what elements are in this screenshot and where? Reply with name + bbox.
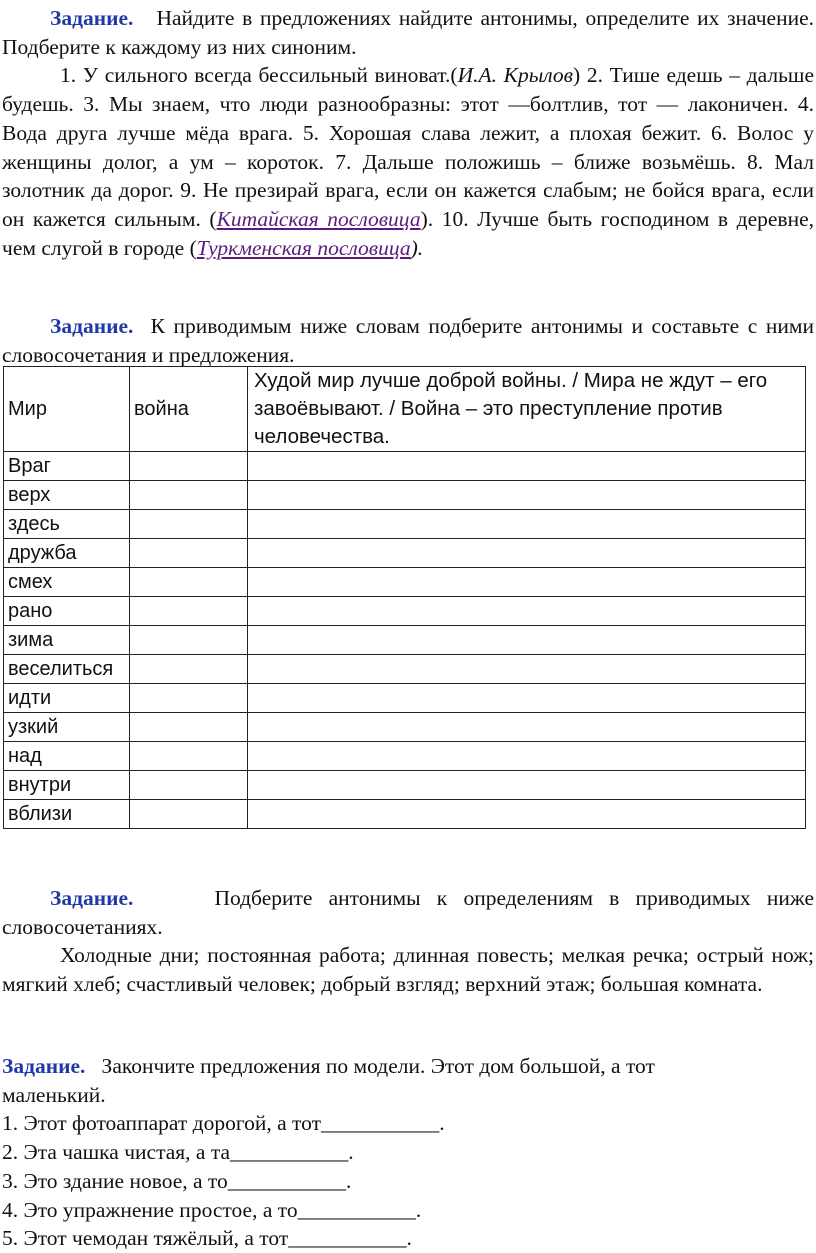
word-cell: дружба (4, 539, 130, 568)
antonym-cell[interactable] (130, 655, 248, 684)
task4-label: Задание. (2, 1054, 86, 1078)
task1-section (2, 4, 814, 262)
sentence-cell[interactable] (248, 684, 806, 713)
table-row (4, 771, 806, 800)
antonym-cell[interactable] (130, 481, 248, 510)
table-row (4, 800, 806, 829)
task2-section (2, 312, 814, 369)
task2-text: К приводимым ниже словам подберите антонимы и составьте с ними словосочетания и предложения. (2, 314, 815, 367)
word-cell: смех (4, 568, 130, 597)
antonym-cell[interactable] (130, 452, 248, 481)
sentence-cell[interactable] (248, 800, 806, 829)
sentence-cell[interactable] (248, 713, 806, 742)
antonym-cell[interactable] (130, 626, 248, 655)
antonym-table-wrap (3, 366, 806, 829)
word-cell: Враг (4, 452, 130, 481)
task4-section (2, 1052, 814, 1253)
word-cell: верх (4, 481, 130, 510)
task4-instruction (2, 1052, 747, 1109)
antonym-cell[interactable] (130, 597, 248, 626)
header-cell-word: Мир (4, 367, 130, 452)
sentence-cell[interactable] (248, 568, 806, 597)
word-cell: внутри (4, 771, 130, 800)
sentences-2-9: ) 2. Тише едешь – дальше будешь. 3. Мы знаем, что люди разнообразны: этот —болтлив, тот — лаконичен. 4. Вода друга лучше мёда врага. 5. Хорошая слава лежит, а плохая бежит. 6. Волос у женщины долог, а ум – короток. 7. Дальше положишь – ближе возьмёшь. 8. Мал золотник да дорог. 9. Не презирай врага, если он кажется слабым; не бойся врага, если он кажется сильным. ( (2, 63, 814, 231)
antonym-table (3, 366, 806, 829)
antonym-cell[interactable] (130, 568, 248, 597)
table-row (4, 539, 806, 568)
word-cell: здесь (4, 510, 130, 539)
task1-text: Найдите в предложениях найдите антонимы, определите их значение. Подберите к каждому из них синоним. (2, 6, 814, 59)
header-cell-antonym: война (130, 367, 248, 452)
task2-label: Задание. (50, 314, 134, 338)
word-cell: узкий (4, 713, 130, 742)
table-row (4, 597, 806, 626)
header-cell-sentences: Худой мир лучше доброй войны. / Мира не ждут – его завоёвывают. / Война – это преступление против человечества. (248, 367, 806, 452)
task1-label: Задание. (50, 6, 134, 30)
word-cell: над (4, 742, 130, 771)
table-row (4, 713, 806, 742)
antonym-cell[interactable] (130, 539, 248, 568)
table-row (4, 481, 806, 510)
sentence-cell[interactable] (248, 539, 806, 568)
sentence-1: 1. У сильного всегда бессильный виноват.( (60, 63, 458, 88)
task2-instruction (2, 312, 814, 369)
task4-item[interactable]: 2. Эта чашка чистая, а та___________. (2, 1140, 354, 1165)
sentence-cell[interactable] (248, 742, 806, 771)
task4-text: Закончите предложения по модели. Этот дом большой, а тот маленький. (2, 1054, 655, 1107)
task3-instruction (2, 884, 814, 941)
table-row (4, 742, 806, 771)
task3-label: Задание. (50, 886, 134, 910)
sentence-cell[interactable] (248, 452, 806, 481)
antonym-cell[interactable] (130, 510, 248, 539)
author-krylov: И.А. Крылов (457, 63, 573, 88)
sentence-cell[interactable] (248, 510, 806, 539)
table-row (4, 568, 806, 597)
task4-item[interactable]: 4. Это упражнение простое, а то___________. (2, 1197, 422, 1222)
task4-item[interactable]: 1. Этот фотоаппарат дорогой, а тот___________. (2, 1111, 445, 1136)
antonym-cell[interactable] (130, 800, 248, 829)
sentence-cell[interactable] (248, 481, 806, 510)
sentence-cell[interactable] (248, 597, 806, 626)
antonym-cell[interactable] (130, 684, 248, 713)
task3-phrases: Холодные дни; постоянная работа; длинная повесть; мелкая речка; острый нож; мягкий хлеб; счастливый человек; добрый взгляд; верхний этаж; большая комната. (2, 943, 814, 997)
sentence-10: ). 10. Лучше быть господином в деревне, чем слугой в городе ( (2, 206, 814, 260)
word-cell: веселиться (4, 655, 130, 684)
task1-sentences (2, 61, 814, 262)
task3-section (2, 884, 814, 999)
antonym-cell[interactable] (130, 713, 248, 742)
task3-text: Подберите антонимы к определениям в приводимых ниже словосочетаниях. (2, 886, 815, 939)
task4-item[interactable]: 5. Этот чемодан тяжёлый, а тот___________. (2, 1226, 412, 1251)
link-chinese-proverb[interactable]: Китайская пословица (216, 206, 421, 231)
word-cell: рано (4, 597, 130, 626)
antonym-cell[interactable] (130, 771, 248, 800)
table-header-row (4, 367, 806, 452)
link-turkmen-proverb[interactable]: Туркменская пословица (196, 235, 411, 260)
table-row (4, 626, 806, 655)
task4-item[interactable]: 3. Это здание новое, а то___________. (2, 1168, 352, 1193)
table-row (4, 452, 806, 481)
sentence-cell[interactable] (248, 626, 806, 655)
table-row (4, 510, 806, 539)
sentence-cell[interactable] (248, 771, 806, 800)
word-cell: идти (4, 684, 130, 713)
table-row (4, 684, 806, 713)
sentence-10-end: ). (410, 235, 424, 260)
sentence-cell[interactable] (248, 655, 806, 684)
antonym-cell[interactable] (130, 742, 248, 771)
word-cell: вблизи (4, 800, 130, 829)
word-cell: зима (4, 626, 130, 655)
task1-instruction (2, 4, 814, 61)
table-row (4, 655, 806, 684)
